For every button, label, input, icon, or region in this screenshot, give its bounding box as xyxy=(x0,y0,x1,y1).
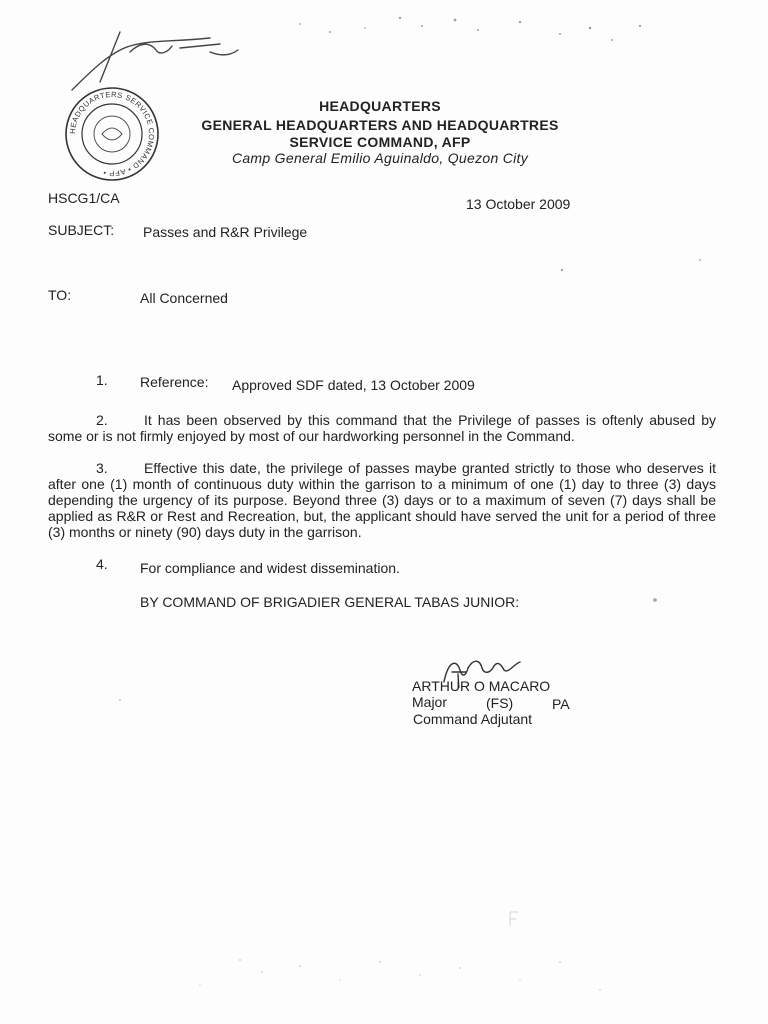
signatory-service: PA xyxy=(552,696,570,712)
signatory-rank: Major xyxy=(412,694,448,710)
paragraph-3-text: Effective this date, the privilege of passes maybe granted strictly to those who deserves it after one (1) month of continuous duty within the garrison to a minimum of one (1) day to three (3) days depending the urgency of its purpose. Beyond three (3) days or to a maximum of seven (7) days shall be applied as R&R or Rest and Recreation, but, the applicant should have served the unit for a period of three (3) months or ninety (90) days duty in the garrison. xyxy=(48,460,716,540)
paragraph-2-text: It has been observed by this command that the Privilege of passes is oftenly abused by some or is not firmly enjoyed by most of our hardworking personnel in the Command. xyxy=(48,412,716,444)
paragraph-1-number: 1. xyxy=(96,372,108,388)
reference-code: HSCG1/CA xyxy=(48,190,120,206)
signatory-title: Command Adjutant xyxy=(413,711,533,727)
paragraph-1-text: Approved SDF dated, 13 October 2009 xyxy=(232,377,475,393)
paragraph-4-number: 4. xyxy=(96,556,108,572)
paragraph-2-number: 2. xyxy=(96,412,108,428)
by-command-line: BY COMMAND OF BRIGADIER GENERAL TABAS JUNIOR: xyxy=(140,594,520,610)
paragraph-2 xyxy=(48,412,716,444)
signatory-branch: (FS) xyxy=(486,695,514,711)
letterhead-address: Camp General Emilio Aguinaldo, Quezon City xyxy=(231,150,529,166)
letterhead-line-3: SERVICE COMMAND, AFP xyxy=(289,134,471,150)
headquarters-seal xyxy=(62,84,162,184)
subject-label: SUBJECT: xyxy=(48,222,115,238)
paragraph-3 xyxy=(48,460,716,540)
paragraph-1-label: Reference: xyxy=(140,374,209,390)
svg-text:HEADQUARTERS SERVICE COMMAND •: HEADQUARTERS SERVICE COMMAND • AFP • xyxy=(67,89,157,179)
paragraph-4-text: For compliance and widest dissemination. xyxy=(140,560,400,576)
letterhead-line-1: HEADQUARTERS xyxy=(319,98,441,114)
to-text: All Concerned xyxy=(140,290,228,306)
to-label: TO: xyxy=(48,287,72,303)
paragraph-3-number: 3. xyxy=(96,460,108,476)
letterhead-line-2: GENERAL HEADQUARTERS AND HEADQUARTRES xyxy=(201,117,559,133)
document-date: 13 October 2009 xyxy=(466,196,571,212)
signatory-name: ARTHUR O MACARO xyxy=(412,678,551,694)
subject-text: Passes and R&R Privilege xyxy=(143,224,308,240)
